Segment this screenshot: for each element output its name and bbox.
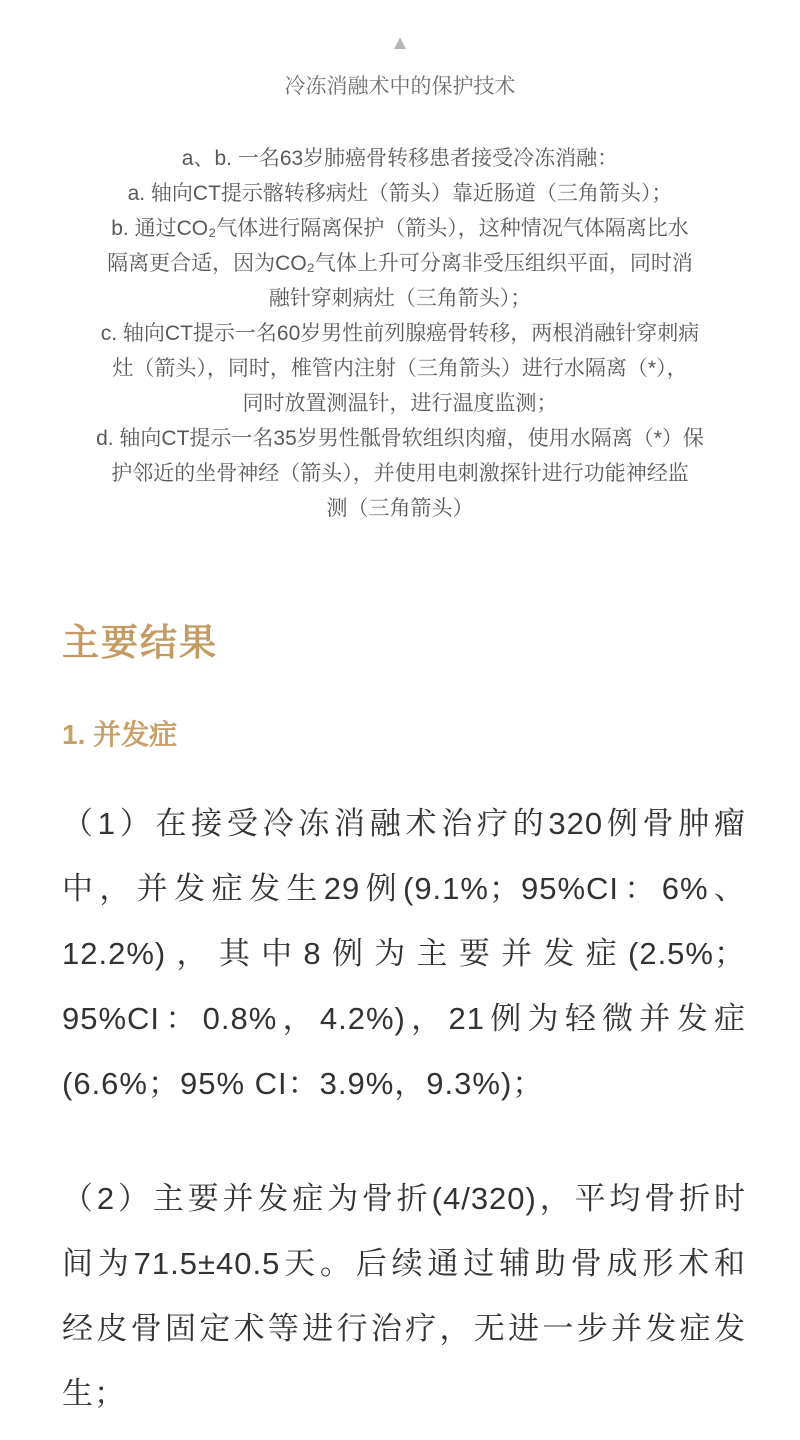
figure-title: 冷冻消融术中的保护技术 — [284, 75, 516, 98]
paragraph-line: 中，并发症发生29例(9.1%；95%CI：6%、 — [62, 871, 746, 906]
figure-caption-line: c. 轴向CT提示一名60岁男性前列腺癌骨转移，两根消融针穿刺病 — [100, 322, 700, 345]
paragraph-line: (6.6%；95% CI：3.9%，9.3%)； — [62, 1066, 545, 1101]
figure-caption-line: d. 轴向CT提示一名35岁男性骶骨软组织肉瘤，使用水隔离（*）保 — [96, 427, 704, 450]
paragraph-complications-1 — [62, 791, 746, 1116]
section-heading-main-results: 主要结果 — [62, 623, 218, 664]
figure-caption-line: 同时放置测温针，进行温度监测； — [242, 392, 558, 415]
figure-caption-line: 护邻近的坐骨神经（箭头），并使用电刺激探针进行功能神经监 — [111, 462, 689, 485]
subsection-heading-complications: 1. 并发症 — [62, 719, 178, 750]
figure-caption-line: 隔离更合适，因为CO₂气体上升可分离非受压组织平面，同时消 — [107, 252, 693, 275]
figure-caption-line: 灶（箭头），同时，椎管内注射（三角箭头）进行水隔离（*）， — [112, 357, 688, 380]
paragraph-line: 经皮骨固定术等进行治疗，无进一步并发症发 — [62, 1311, 746, 1346]
figure-caption-line: 测（三角箭头） — [326, 497, 474, 520]
paragraph-complications-2 — [62, 1166, 746, 1426]
figure-caption-line: 融针穿刺病灶（三角箭头）； — [268, 287, 532, 310]
results-section — [0, 621, 800, 1426]
paragraph-line: 12.2%)，其中8例为主要并发症(2.5%； — [62, 936, 746, 971]
paragraph-line: （2）主要并发症为骨折(4/320)，平均骨折时 — [62, 1181, 746, 1216]
paragraph-line: （1）在接受冷冻消融术治疗的320例骨肿瘤 — [62, 806, 746, 841]
collapse-triangle-row — [0, 32, 800, 54]
paragraph-line: 间为71.5±40.5天。后续通过辅助骨成形术和 — [62, 1246, 746, 1281]
figure-caption-line: b. 通过CO₂气体进行隔离保护（箭头），这种情况气体隔离比水 — [111, 217, 689, 240]
figure-caption — [0, 141, 800, 526]
figure-caption-line: a、b. 一名63岁肺癌骨转移患者接受冷冻消融： — [181, 147, 619, 170]
paragraph-line: 生； — [62, 1376, 126, 1411]
figure-caption-line: a. 轴向CT提示髂转移病灶（箭头）靠近肠道（三角箭头）； — [127, 182, 673, 205]
paragraph-line: 95%CI：0.8%，4.2%)，21例为轻微并发症 — [62, 1001, 746, 1036]
collapse-triangle-icon: ▲ — [390, 32, 410, 54]
